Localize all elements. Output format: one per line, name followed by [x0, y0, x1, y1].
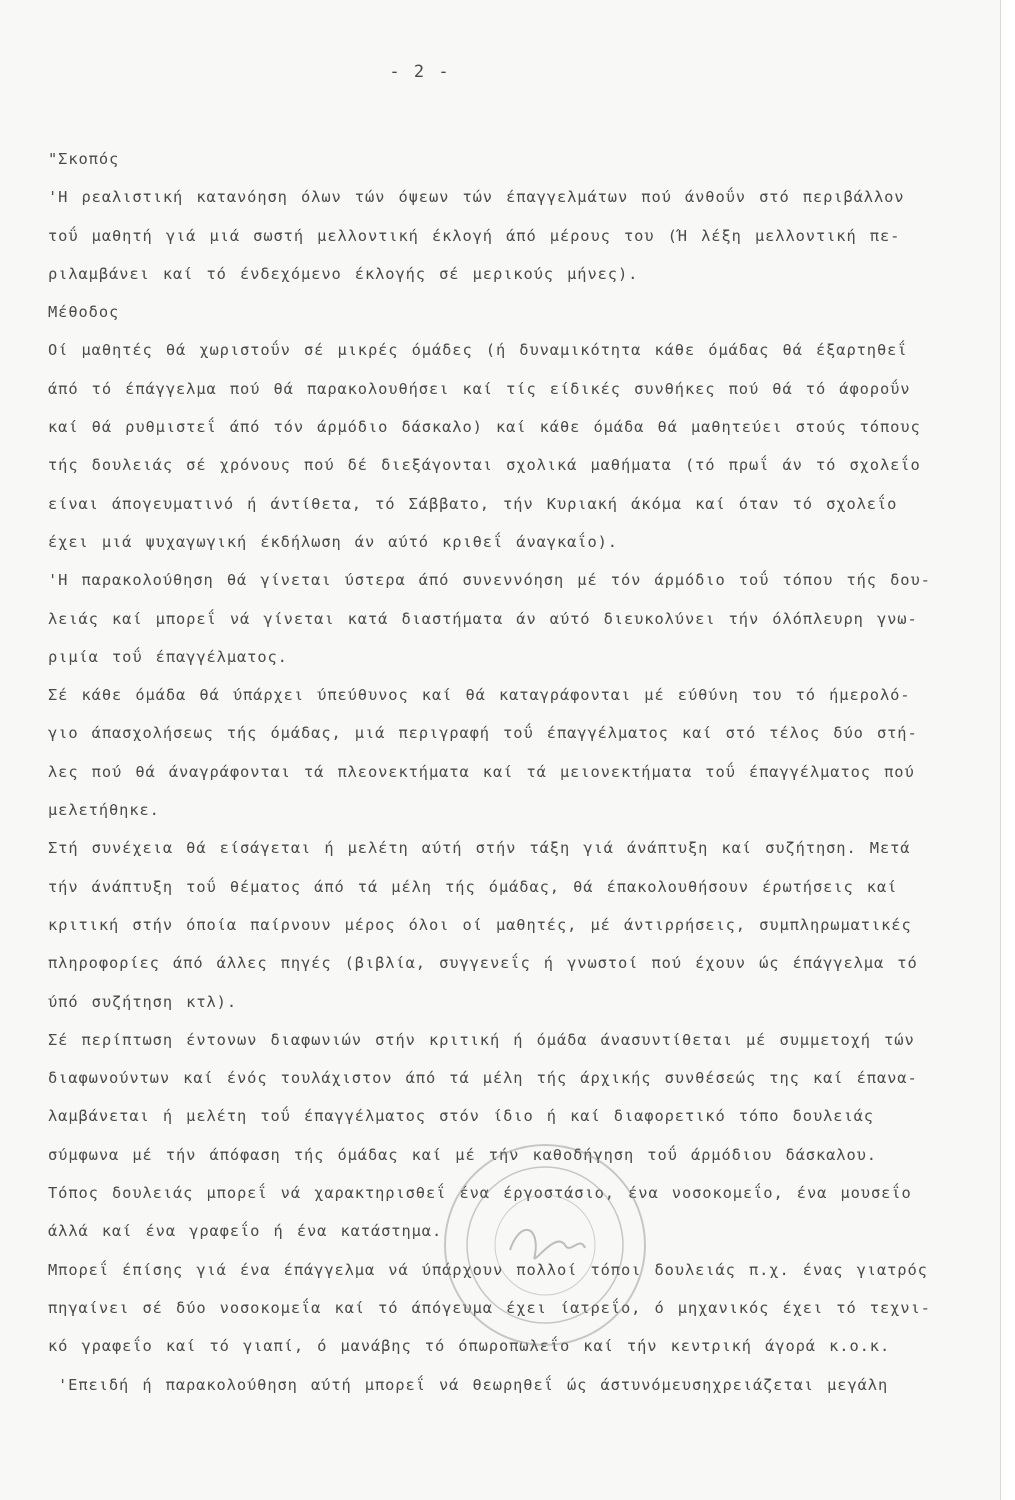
text-line: πηγαίνει σέ δύο νοσοκομεΐα καί τό άπόγευμα έχει ίατρεΐο, ό μηχανικός έχει τό τεχνι-: [48, 1298, 931, 1317]
text-line: διαφωνούντων καί ένός τουλάχιστον άπό τά μέλη τής άρχικής συνθέσεώς της καί έπανα-: [48, 1069, 918, 1088]
text-line: 'Η ρεαλιστική κατανόηση όλων τών όψεων τών έπαγγελμάτων πού άνθοΰν στό περιβάλλον: [48, 188, 905, 207]
text-line: μελετήθηκε.: [48, 801, 160, 820]
text-line: κό γραφεΐο καί τό γιαπί, ό μανάβης τό όπωροπωλεΐο καί τήν κεντρική άγορά κ.ο.κ.: [48, 1337, 891, 1356]
text-line: ριμία τοΰ έπαγγέλματος.: [48, 647, 288, 666]
text-line: Μέθοδος: [48, 303, 120, 322]
text-line: πληροφορίες άπό άλλες πηγές (βιβλία, συγγενεΐς ή γνωστοί πού έχουν ώς έπάγγελμα τό: [48, 954, 918, 973]
text-line: "Σκοπός: [48, 150, 120, 168]
text-line: Μπορεΐ έπίσης γιά ένα έπάγγελμα νά ύπάρχουν πολλοί τόποι δουλειάς π.χ. ένας γιατρός: [48, 1260, 928, 1279]
text-line: Σέ κάθε όμάδα θά ύπάρχει ύπεύθυνος καί θά καταγράφονται μέ εύθύνη του τό ήμερολό-: [48, 686, 911, 705]
text-line: Στή συνέχεια θά είσάγεται ή μελέτη αύτή στήν τάξη γιά άνάπτυξη καί συζήτηση. Μετά: [48, 839, 911, 858]
page-number: - 2 -: [389, 62, 451, 82]
text-line: σύμφωνα μέ τήν άπόφαση τής όμάδας καί μέ τήν καθοδήγηση τοΰ άρμόδιου δάσκαλου.: [48, 1145, 877, 1164]
text-line: κριτική στήν όποία παίρνουν μέρος όλοι οί μαθητές, μέ άντιρρήσεις, συμπληρωματικές: [48, 915, 912, 934]
text-line: λειάς καί μπορεΐ νά γίνεται κατά διαστήματα άν αύτό διευκολύνει τήν όλόπλευρη γνω-: [48, 609, 918, 628]
text-line: 'Επειδή ή παρακολούθηση αύτή μπορεΐ νά θεωρηθεΐ ώς άστυνόμευσηχρειάζεται μεγάλη: [58, 1375, 889, 1394]
text-line: έχει μιά ψυχαγωγική έκδήλωση άν αύτό κριθεΐ άναγκαΐο).: [48, 532, 618, 551]
text-line: Οί μαθητές θά χωριστοΰν σέ μικρές όμάδες (ή δυναμικότητα κάθε όμάδας θά έξαρτηθεΐ: [48, 341, 908, 360]
text-line: τήν άνάπτυξη τοΰ θέματος άπό τά μέλη τής όμάδας, θά έπακολουθήσουν έρωτήσεις καί: [48, 877, 898, 896]
text-line: είναι άπογευματινό ή άντίθετα, τό Σάββατο, τήν Κυριακή άκόμα καί όταν τό σχολεΐο: [48, 494, 898, 513]
page-edge: [1000, 0, 1015, 1500]
library-stamp: [430, 1130, 660, 1360]
text-line: καί θά ρυθμιστεΐ άπό τόν άρμόδιο δάσκαλο) καί κάθε όμάδα θά μαθητεύει στούς τόπους: [48, 418, 921, 437]
text-line: τής δουλειάς σέ χρόνους πού δέ διεξάγονται σχολικά μαθήματα (τό πρωΐ άν τό σχολεΐο: [48, 456, 921, 475]
text-line: λες πού θά άναγράφονται τά πλεονεκτήματα καί τά μειονεκτήματα τοΰ έπαγγέλματος πού: [48, 762, 915, 781]
text-line: ριλαμβάνει καί τό ένδεχόμενο έκλογής σέ μερικούς μήνες).: [48, 264, 639, 283]
text-line: τοΰ μαθητή γιά μιά σωστή μελλοντική έκλογή άπό μέρους του (Ή λέξη μελλοντική πε-: [48, 226, 901, 245]
text-line: γιο άπασχολήσεως τής όμάδας, μιά περιγραφή τοΰ έπαγγέλματος καί στό τέλος δύο στή-: [48, 724, 918, 743]
text-line: Τόπος δουλειάς μπορεΐ νά χαρακτηρισθεΐ ένα έργοστάσιο, ένα νοσοκομεΐο, ένα μουσεΐο: [48, 1184, 912, 1203]
text-line: άπό τό έπάγγελμα πού θά παρακολουθήσει καί τίς είδικές συνθήκες πού θά τό άφοροΰν: [48, 379, 911, 398]
text-line: ύπό συζήτηση κτλ).: [48, 992, 237, 1011]
text-line: άλλά καί ένα γραφεΐο ή ένα κατάστημα.: [48, 1222, 443, 1241]
text-line: Σέ περίπτωση έντονων διαφωνιών στήν κριτική ή όμάδα άνασυντίθεται μέ συμμετοχή τών: [48, 1030, 915, 1049]
text-line: 'Η παρακολούθηση θά γίνεται ύστερα άπό συνεννόηση μέ τόν άρμόδιο τοΰ τόπου τής δου-: [48, 571, 931, 590]
text-line: λαμβάνεται ή μελέτη τοΰ έπαγγέλματος στόν ίδιο ή καί διαφορετικό τόπο δουλειάς: [48, 1107, 874, 1126]
